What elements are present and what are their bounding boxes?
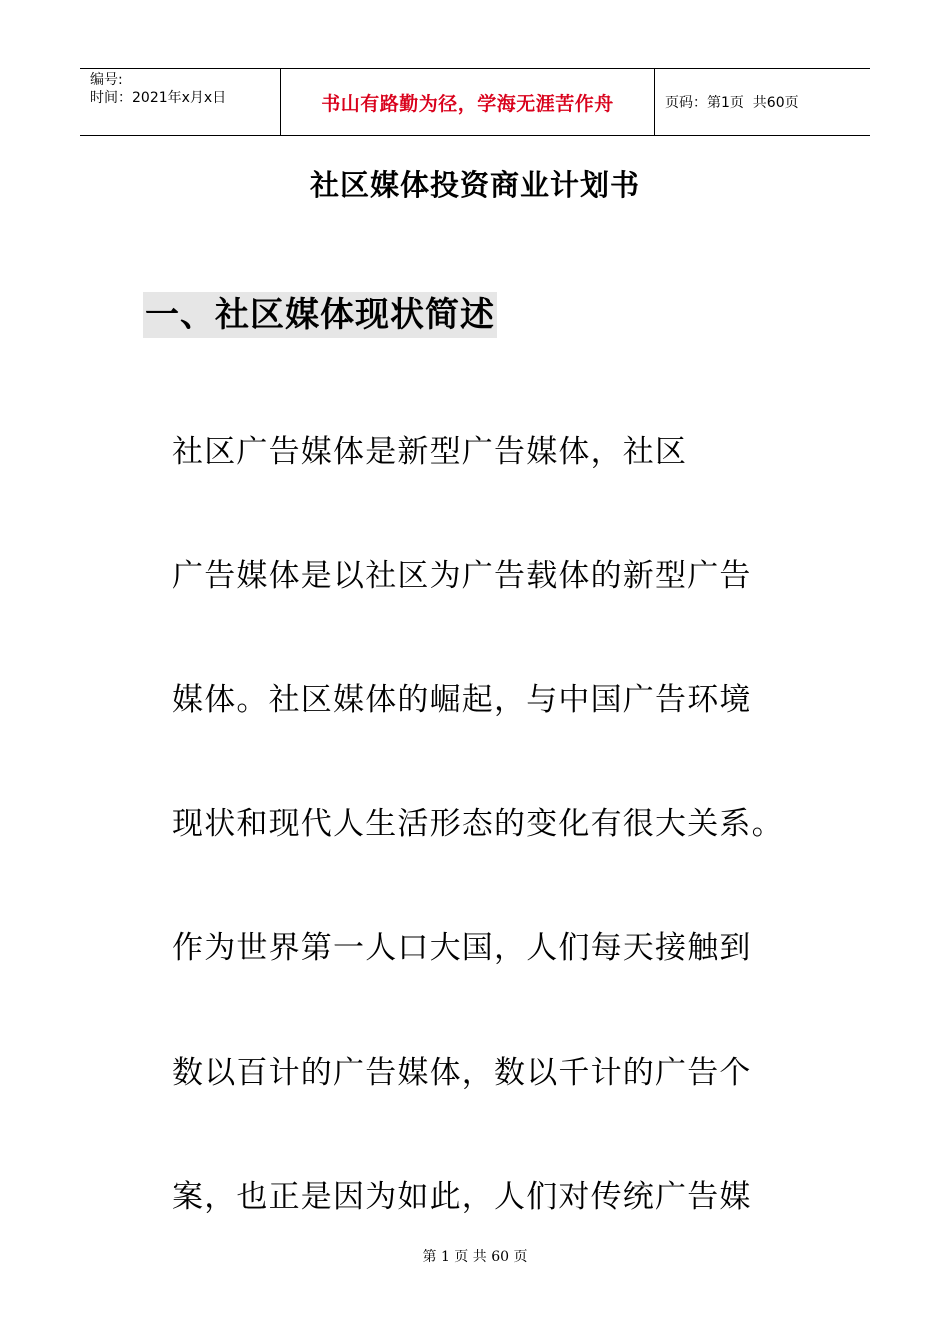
document-header bbox=[80, 68, 870, 136]
header-motto-cell bbox=[281, 69, 655, 135]
paragraph-line: 现状和现代人生活形态的变化有很大关系。 bbox=[172, 806, 784, 842]
section-heading: 一、社区媒体现状简述 bbox=[143, 292, 497, 338]
document-number-label: 编号: bbox=[90, 72, 123, 88]
paragraph-line: 媒体。社区媒体的崛起，与中国广告环境 bbox=[172, 682, 752, 718]
paragraph-line: 广告媒体是以社区为广告载体的新型广告 bbox=[172, 558, 752, 594]
document-title: 社区媒体投资商业计划书 bbox=[309, 168, 640, 202]
document-date: 时间：2021年x月x日 bbox=[90, 90, 227, 106]
header-meta-cell bbox=[80, 69, 281, 135]
paragraph-line: 案，也正是因为如此，人们对传统广告媒 bbox=[172, 1179, 752, 1215]
paragraph-line: 社区广告媒体是新型广告媒体，社区 bbox=[172, 434, 688, 470]
header-motto: 书山有路勤为径，学海无涯苦作舟 bbox=[321, 92, 614, 115]
paragraph-line: 作为世界第一人口大国，人们每天接触到 bbox=[172, 930, 752, 966]
header-page-cell bbox=[655, 69, 870, 135]
header-page-info: 页码：第1页 共60页 bbox=[665, 95, 799, 111]
paragraph-line: 数以百计的广告媒体，数以千计的广告个 bbox=[172, 1055, 752, 1091]
page-footer: 第 1 页 共 60 页 bbox=[422, 1249, 528, 1265]
